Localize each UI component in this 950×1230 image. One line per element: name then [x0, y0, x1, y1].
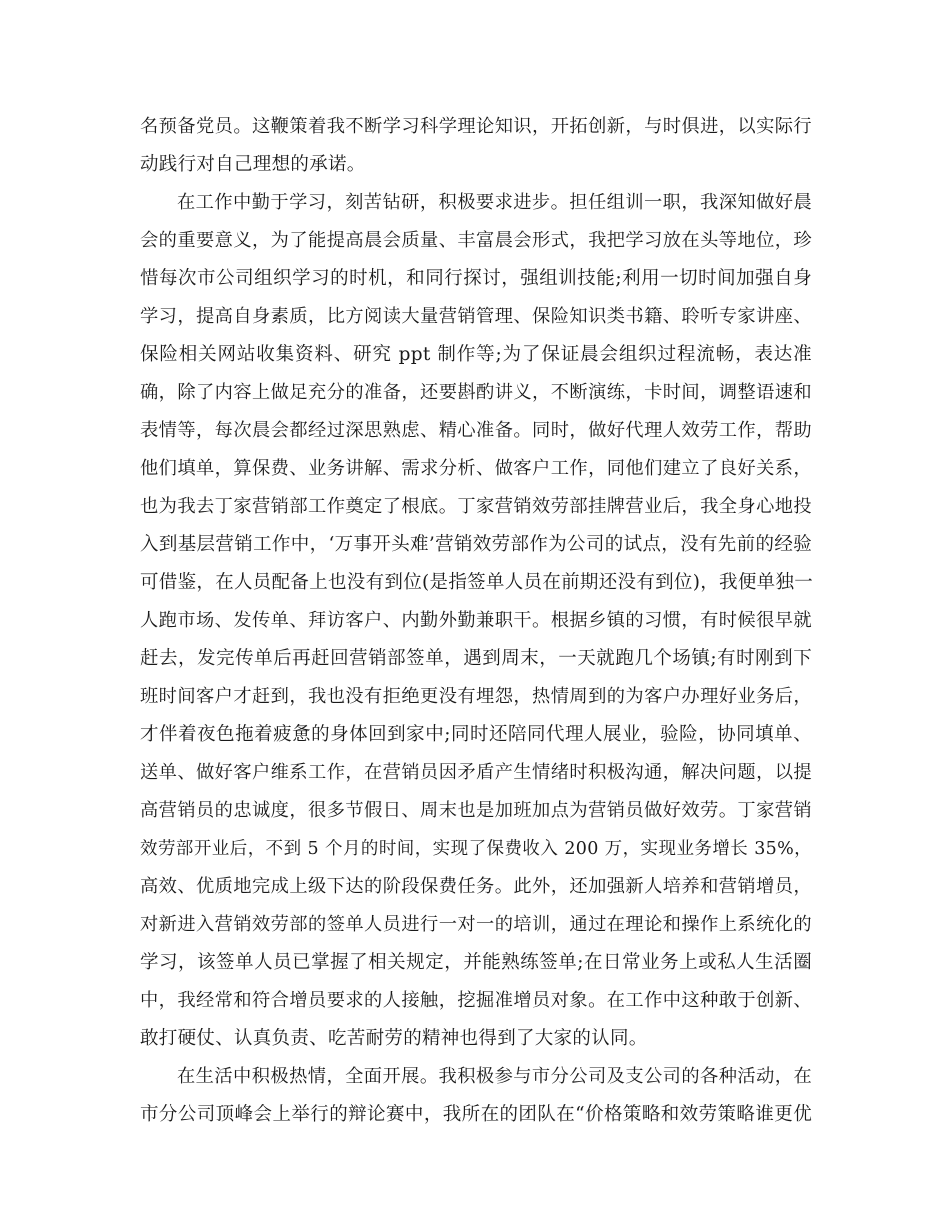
text-line: 他们填单，算保费、业务讲解、需求分析、做客户工作，同他们建立了良好关系，: [140, 458, 812, 479]
text-line: 送单、做好客户维系工作，在营销员因矛盾产生情绪时积极沟通，解决问题，以提: [140, 762, 812, 783]
text-line: 对新进入营销效劳部的签单人员进行一对一的培训，通过在理论和操作上系统化的: [140, 914, 812, 935]
text-line: 也为我去丁家营销部工作奠定了根底。丁家营销效劳部挂牌营业后，我全身心地投: [140, 496, 812, 517]
body-text: [140, 108, 812, 1134]
text-line: 名预备党员。这鞭策着我不断学习科学理论知识，开拓创新，与时俱进，以实际行: [140, 116, 812, 137]
text-line: 入到基层营销工作中，‘万事开头难’营销效劳部作为公司的试点，没有先前的经验: [140, 534, 812, 555]
text-line: 会的重要意义，为了能提高晨会质量、丰富晨会形式，我把学习放在头等地位，珍: [140, 230, 812, 251]
text-line: 可借鉴，在人员配备上也没有到位(是指签单人员在前期还没有到位)，我便单独一: [140, 572, 814, 593]
text-line: 学习，提高自身素质，比方阅读大量营销管理、保险知识类书籍、聆听专家讲座、: [140, 306, 812, 327]
text-line: 中，我经常和符合增员要求的人接触，挖掘准增员对象。在工作中这种敢于创新、: [140, 990, 812, 1011]
paragraph-start-line: 在工作中勤于学习，刻苦钻研，积极要求进步。担任组训一职，我深知做好晨: [177, 192, 812, 213]
text-line: 才伴着夜色拖着疲惫的身体回到家中;同时还陪同代理人展业，验险，协同填单、: [140, 724, 812, 745]
text-line: 人跑市场、发传单、拜访客户、内勤外勤兼职干。根据乡镇的习惯，有时候很早就: [140, 610, 812, 631]
text-line: 惜每次市公司组织学习的时机，和同行探讨，强组训技能;利用一切时间加强自身: [140, 268, 812, 289]
text-line: 市分公司顶峰会上举行的辩论赛中，我所在的团队在“价格策略和效劳策略谁更优: [140, 1104, 812, 1125]
text-line: 高营销员的忠诚度，很多节假日、周末也是加班加点为营销员做好效劳。丁家营销: [140, 800, 812, 821]
paragraph-start-line: 在生活中积极热情，全面开展。我积极参与市分公司及支公司的各种活动，在: [177, 1066, 812, 1087]
text-line: 效劳部开业后，不到 5 个月的时间，实现了保费收入 200 万，实现业务增长 35%，: [140, 839, 812, 859]
text-line: 高效、优质地完成上级下达的阶段保费任务。此外，还加强新人培养和营销增员，: [140, 876, 812, 897]
text-line: 保险相关网站收集资料、研究 ppt 制作等;为了保证晨会组织过程流畅，表达准: [140, 344, 812, 365]
text-line: 确，除了内容上做足充分的准备，还要斟酌讲义，不断演练，卡时间，调整语速和: [140, 382, 812, 403]
text-line: 敢打硬仗、认真负责、吃苦耐劳的精神也得到了大家的认同。: [140, 1028, 648, 1049]
text-line: 表情等，每次晨会都经过深思熟虑、精心准备。同时，做好代理人效劳工作，帮助: [140, 420, 812, 441]
text-line: 学习，该签单人员已掌握了相关规定，并能熟练签单;在日常业务上或私人生活圈: [140, 952, 812, 973]
text-line: 班时间客户才赶到，我也没有拒绝更没有埋怨，热情周到的为客户办理好业务后，: [140, 686, 812, 707]
text-line: 动践行对自己理想的承诺。: [140, 154, 366, 175]
text-line: 赶去，发完传单后再赶回营销部签单，遇到周末，一天就跑几个场镇;有时刚到下: [140, 648, 812, 669]
